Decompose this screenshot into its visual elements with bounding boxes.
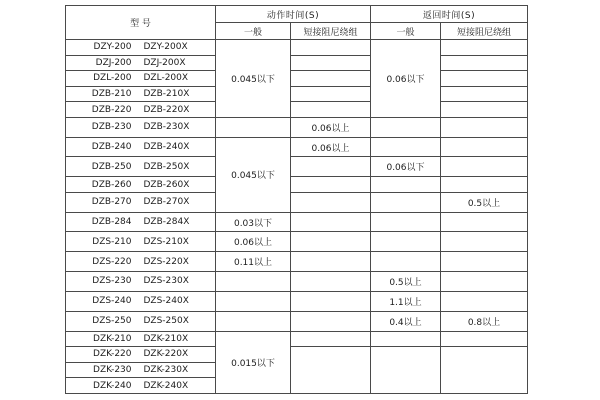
model-cell — [66, 347, 216, 363]
value-cell-return-general: 0.5以上 — [371, 272, 441, 292]
table-row — [66, 71, 528, 87]
model-name: DZS-230 — [92, 276, 132, 287]
empty-cell — [291, 157, 371, 177]
header-return-general: 一般 — [371, 23, 441, 40]
model-name: DZB-210 — [91, 88, 132, 99]
value-cell-action-general: 0.015以下 — [216, 331, 291, 394]
empty-cell — [371, 252, 441, 272]
model-cell — [66, 378, 216, 394]
empty-cell — [291, 291, 371, 311]
empty-cell — [441, 157, 528, 177]
model-name: DZB-220 — [91, 104, 132, 115]
empty-cell — [291, 102, 371, 118]
relay-spec-table — [65, 5, 528, 394]
table-row — [66, 331, 528, 347]
empty-cell — [441, 331, 528, 347]
model-name: DZS-240 — [92, 296, 132, 307]
empty-cell — [441, 347, 528, 394]
model-cell — [66, 252, 216, 272]
empty-cell — [291, 212, 371, 232]
model-name-x: DZB-250X — [143, 161, 190, 172]
model-cell — [66, 55, 216, 71]
empty-cell — [441, 55, 528, 71]
model-name-x: DZK-230X — [143, 364, 189, 375]
value-cell-action-general: 0.045以下 — [216, 40, 291, 118]
model-cell — [66, 137, 216, 157]
empty-cell — [291, 177, 371, 193]
empty-cell — [216, 291, 291, 311]
value-cell-action-general: 0.11以上 — [216, 252, 291, 272]
empty-cell — [371, 331, 441, 347]
model-name-x: DZS-210X — [143, 236, 189, 247]
header-action-short-damping: 短接阻尼绕组 — [291, 23, 371, 40]
empty-cell — [371, 212, 441, 232]
value-cell-action-general: 0.045以下 — [216, 137, 291, 212]
table-row — [66, 177, 528, 193]
model-cell — [66, 177, 216, 193]
table-row — [66, 311, 528, 331]
model-name: DZK-230 — [93, 364, 132, 375]
model-name: DZB-284 — [91, 217, 132, 228]
table-row — [66, 40, 528, 56]
model-cell — [66, 71, 216, 87]
model-cell — [66, 272, 216, 292]
empty-cell — [371, 232, 441, 252]
model-name-x: DZB-240X — [143, 142, 190, 153]
model-name-x: DZL-200X — [143, 73, 189, 84]
empty-cell — [291, 311, 371, 331]
model-name-x: DZB-220X — [143, 104, 190, 115]
model-name-x: DZJ-200X — [143, 57, 186, 68]
model-cell — [66, 311, 216, 331]
spec-table-container — [65, 5, 528, 394]
empty-cell — [371, 347, 441, 394]
empty-cell — [291, 232, 371, 252]
table-row — [66, 137, 528, 157]
empty-cell — [291, 71, 371, 87]
empty-cell — [291, 347, 371, 394]
header-row-groups — [66, 6, 528, 23]
empty-cell — [291, 40, 371, 56]
model-name: DZB-240 — [91, 142, 132, 153]
empty-cell — [371, 137, 441, 157]
empty-cell — [216, 311, 291, 331]
model-name-x: DZS-250X — [143, 316, 189, 327]
table-row — [66, 117, 528, 137]
empty-cell — [216, 272, 291, 292]
model-name-x: DZB-210X — [143, 88, 190, 99]
empty-cell — [441, 117, 528, 137]
header-action-general: 一般 — [216, 23, 291, 40]
model-name: DZK-220 — [93, 349, 132, 360]
table-row — [66, 272, 528, 292]
value-cell-action-short: 0.06以上 — [291, 117, 371, 137]
model-name-x: DZK-210X — [143, 333, 189, 344]
header-return-short-damping: 短接阻尼绕组 — [441, 23, 528, 40]
table-row — [66, 86, 528, 102]
value-cell-return-general: 0.06以下 — [371, 157, 441, 177]
model-cell — [66, 212, 216, 232]
empty-cell — [216, 117, 291, 137]
model-name-x: DZB-230X — [143, 122, 190, 133]
empty-cell — [371, 117, 441, 137]
value-cell-return-short: 0.8以上 — [441, 311, 528, 331]
header-return-time: 返回时间(S) — [371, 6, 528, 23]
empty-cell — [291, 252, 371, 272]
empty-cell — [441, 291, 528, 311]
model-cell — [66, 117, 216, 137]
model-name: DZB-270 — [91, 197, 132, 208]
empty-cell — [291, 272, 371, 292]
value-cell-action-general: 0.03以下 — [216, 212, 291, 232]
empty-cell — [441, 177, 528, 193]
model-name: DZS-220 — [92, 256, 132, 267]
model-name: DZK-240 — [93, 380, 132, 391]
model-name-x: DZK-240X — [143, 380, 189, 391]
model-name-x: DZK-220X — [143, 349, 189, 360]
empty-cell — [291, 331, 371, 347]
empty-cell — [441, 40, 528, 56]
table-row — [66, 252, 528, 272]
model-name: DZS-210 — [92, 236, 132, 247]
model-name: DZS-250 — [92, 316, 132, 327]
model-name-x: DZS-240X — [143, 296, 189, 307]
model-name: DZY-200 — [93, 42, 132, 53]
model-cell — [66, 86, 216, 102]
empty-cell — [371, 177, 441, 193]
table-row — [66, 192, 528, 212]
table-row — [66, 102, 528, 118]
model-name: DZB-230 — [91, 122, 132, 133]
empty-cell — [291, 192, 371, 212]
model-cell — [66, 192, 216, 212]
model-cell — [66, 40, 216, 56]
model-cell — [66, 102, 216, 118]
empty-cell — [441, 212, 528, 232]
model-name: DZB-250 — [91, 161, 132, 172]
model-name-x: DZB-284X — [143, 217, 190, 228]
empty-cell — [441, 102, 528, 118]
empty-cell — [291, 86, 371, 102]
model-name: DZL-200 — [93, 73, 132, 84]
value-cell-return-general: 0.4以上 — [371, 311, 441, 331]
model-cell — [66, 232, 216, 252]
model-name: DZJ-200 — [95, 57, 132, 68]
model-name-x: DZY-200X — [143, 42, 188, 53]
header-action-time: 动作时间(S) — [216, 6, 371, 23]
empty-cell — [291, 55, 371, 71]
model-cell — [66, 331, 216, 347]
empty-cell — [441, 252, 528, 272]
value-cell-return-short: 0.5以上 — [441, 192, 528, 212]
empty-cell — [441, 272, 528, 292]
table-row — [66, 347, 528, 363]
table-row — [66, 232, 528, 252]
model-name-x: DZB-260X — [143, 179, 190, 190]
empty-cell — [441, 232, 528, 252]
model-cell — [66, 157, 216, 177]
value-cell-action-short: 0.06以上 — [291, 137, 371, 157]
value-cell-return-general: 0.06以下 — [371, 40, 441, 118]
empty-cell — [441, 137, 528, 157]
empty-cell — [441, 86, 528, 102]
table-row — [66, 291, 528, 311]
header-model: 型 号 — [66, 6, 216, 40]
model-name-x: DZS-230X — [143, 276, 189, 287]
empty-cell — [441, 71, 528, 87]
model-name-x: DZS-220X — [143, 256, 189, 267]
value-cell-action-general: 0.06以上 — [216, 232, 291, 252]
model-name: DZB-260 — [91, 179, 132, 190]
model-cell — [66, 291, 216, 311]
table-row — [66, 55, 528, 71]
model-cell — [66, 362, 216, 378]
table-row — [66, 212, 528, 232]
empty-cell — [371, 192, 441, 212]
table-row — [66, 157, 528, 177]
model-name-x: DZB-270X — [143, 197, 190, 208]
model-name: DZK-210 — [93, 333, 132, 344]
value-cell-return-general: 1.1以上 — [371, 291, 441, 311]
